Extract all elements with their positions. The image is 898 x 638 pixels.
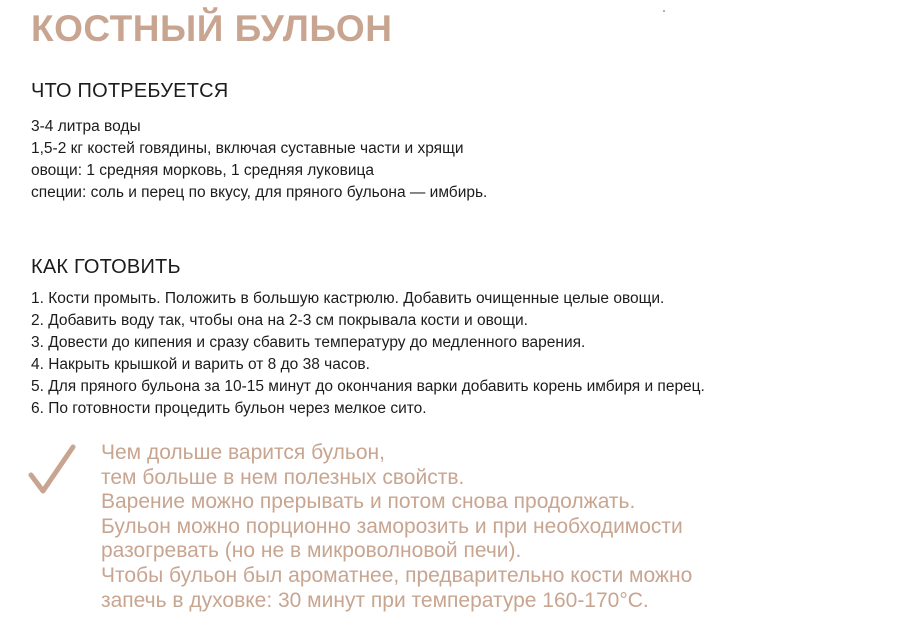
tip-note [101,441,692,613]
ingredient-item: 1,5-2 кг костей говядины, включая суставные части и хрящи [31,140,464,157]
ingredient-item: специи: соль и перец по вкусу, для пряного бульона — имбирь. [31,184,488,201]
tip-line: Чем дольше варится бульон, [101,441,385,464]
tip-line: Бульон можно порционно заморозить и при необходимости [101,514,683,538]
method-step: 4. Накрыть крышкой и варить от 8 до 38 часов. [31,356,370,373]
page-title: КОСТНЫЙ БУЛЬОН [31,8,393,49]
tip-line: запечь в духовке: 30 минут при температуре 160-170°С. [101,588,649,612]
method-steps [31,288,705,420]
method-step: 5. Для пряного бульона за 10-15 минут до окончания варки добавить корень имбиря и перец. [31,378,705,395]
tip-line: Чтобы бульон был ароматнее, предварительно кости можно [101,563,693,587]
method-step: 1. Кости промыть. Положить в большую кастрюлю. Добавить очищенные целые овощи. [31,290,665,307]
tip-line: разогревать (но не в микроволновой печи). [101,539,522,563]
method-heading: КАК ГОТОВИТЬ [31,256,181,278]
tip-line: Варение можно прерывать и потом снова продолжать. [101,490,636,514]
method-step: 6. По готовности процедить бульон через мелкое сито. [31,400,427,417]
ingredient-item: 3-4 литра воды [31,118,141,135]
method-step: 2. Добавить воду так, чтобы она на 2-3 см покрывала кости и овощи. [31,312,528,329]
checkmark-icon [28,444,76,496]
method-step: 3. Довести до кипения и сразу сбавить температуру до медленного варения. [31,334,586,351]
ingredient-item: овощи: 1 средняя морковь, 1 средняя луковица [31,162,375,179]
tip-line: тем больше в нем полезных свойств. [101,465,465,489]
decorative-dot [663,10,665,12]
ingredients-heading: ЧТО ПОТРЕБУЕТСЯ [31,80,229,102]
ingredients-list [31,116,487,204]
